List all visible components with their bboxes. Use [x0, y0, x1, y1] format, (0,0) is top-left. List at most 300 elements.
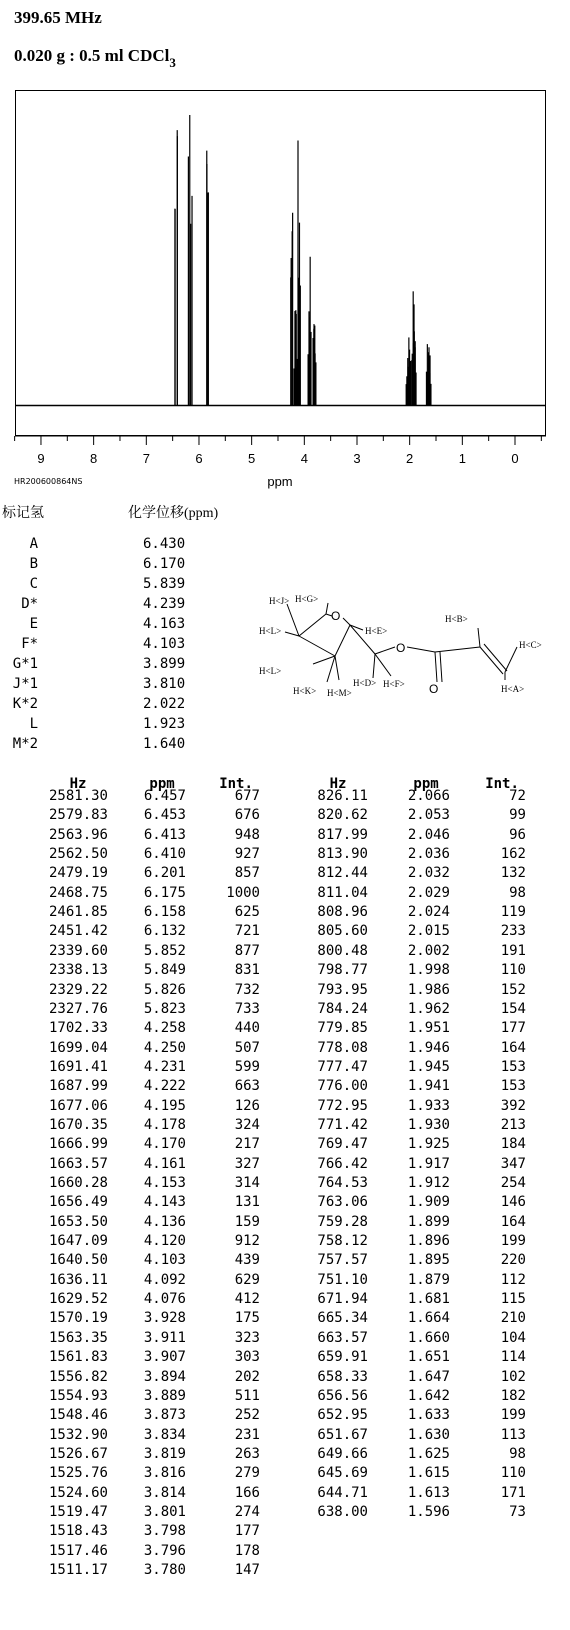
atom-label: H<E>: [365, 626, 388, 636]
intensity-value: 440: [234, 1020, 260, 1037]
hz-value: 776.00: [317, 1078, 368, 1095]
hz-value: 772.95: [317, 1097, 368, 1114]
ppm-value: 5.826: [143, 981, 186, 998]
intensity-value: 327: [234, 1155, 260, 1172]
hz-value: 659.91: [317, 1349, 368, 1366]
hz-value: 1525.76: [48, 1465, 108, 1482]
ppm-value: 1.962: [407, 1000, 450, 1017]
intensity-value: 154: [500, 1000, 526, 1017]
hz-value: 1518.43: [48, 1523, 108, 1540]
intensity-value: 676: [234, 807, 260, 824]
ppm-value: 6.201: [143, 865, 186, 882]
hz-value: 671.94: [317, 1291, 368, 1308]
atom-label: H<G>: [295, 594, 319, 604]
ppm-value: 4.170: [143, 1136, 186, 1153]
ppm-value: 6.457: [143, 788, 186, 804]
hz-value: 645.69: [317, 1465, 368, 1482]
intensity-value: 220: [500, 1252, 526, 1269]
assignment-ppm: 4.163: [143, 616, 186, 632]
assignment-ppm: 3.899: [143, 656, 186, 672]
assignment-label: E: [29, 616, 39, 632]
ppm-value: 1.660: [407, 1329, 450, 1346]
ppm-value: 6.132: [143, 923, 186, 940]
ppm-value: 3.816: [143, 1465, 186, 1482]
intensity-value: 314: [234, 1175, 260, 1191]
intensity-value: 73: [509, 1503, 526, 1520]
ppm-value: 1.909: [407, 1194, 450, 1211]
peak-table-column-header: Hz: [69, 776, 87, 792]
ppm-value: 4.153: [143, 1175, 186, 1191]
atom-label: H<L>: [259, 666, 282, 676]
peak-table-column-header: Int.: [219, 776, 253, 792]
hz-value: 793.95: [317, 981, 368, 998]
shift-column-header: 化学位移(ppm): [128, 506, 219, 521]
intensity-value: 274: [234, 1503, 260, 1520]
hz-value: 1570.19: [48, 1310, 108, 1327]
hz-value: 2329.22: [48, 981, 108, 998]
assignment-ppm: 4.103: [143, 636, 186, 652]
intensity-value: 102: [500, 1368, 526, 1385]
hz-value: 766.42: [317, 1155, 368, 1172]
hz-value: 1524.60: [48, 1484, 108, 1501]
ppm-value: 6.410: [143, 846, 186, 863]
ppm-value: 2.029: [407, 884, 450, 901]
assignment-label: L: [29, 716, 39, 732]
hz-value: 1691.41: [48, 1058, 108, 1075]
ppm-value: 1.651: [407, 1349, 450, 1366]
ppm-value: 1.945: [407, 1058, 450, 1075]
intensity-value: 115: [500, 1291, 526, 1308]
hz-value: 813.90: [317, 846, 368, 863]
hz-value: 1647.09: [48, 1233, 108, 1250]
sample-subscript: 3: [169, 55, 176, 70]
intensity-value: 733: [234, 1000, 260, 1017]
intensity-value: 217: [234, 1136, 260, 1153]
intensity-value: 629: [234, 1271, 260, 1288]
ester-oxygen-label: O: [396, 641, 406, 655]
intensity-value: 99: [509, 807, 526, 824]
intensity-value: 323: [234, 1329, 260, 1346]
hz-value: 651.67: [317, 1426, 368, 1443]
ppm-value: 1.895: [407, 1252, 450, 1269]
intensity-value: 439: [234, 1252, 260, 1269]
ppm-value: 1.879: [407, 1271, 450, 1288]
ppm-value: 4.258: [143, 1020, 186, 1037]
intensity-value: 162: [500, 846, 526, 863]
ppm-value: 3.894: [143, 1368, 186, 1385]
hz-value: 800.48: [317, 942, 368, 959]
ppm-value: 1.941: [407, 1078, 450, 1095]
spectrometer-frequency: 399.65 MHz: [14, 8, 102, 27]
hz-value: 1653.50: [48, 1213, 108, 1230]
ppm-value: 3.814: [143, 1484, 186, 1501]
x-tick-label: 2: [406, 451, 414, 466]
assignment-label: K*2: [12, 696, 39, 712]
carbonyl-oxygen-label: O: [429, 682, 439, 696]
hz-value: 1666.99: [48, 1136, 108, 1153]
hz-value: 1670.35: [48, 1116, 108, 1133]
intensity-value: 113: [500, 1426, 526, 1443]
hz-value: 805.60: [317, 923, 368, 940]
ppm-value: 4.076: [143, 1291, 186, 1308]
peak-table-column-header: Hz: [329, 776, 347, 792]
ppm-value: 6.175: [143, 884, 186, 901]
ppm-value: 1.625: [407, 1445, 450, 1462]
intensity-value: 392: [500, 1097, 526, 1114]
hz-value: 2461.85: [48, 904, 108, 921]
spectrum-id-label: HR200600864NS: [14, 477, 83, 486]
hz-value: 1702.33: [48, 1020, 108, 1037]
intensity-value: 213: [500, 1116, 526, 1133]
x-tick-label: 3: [353, 451, 361, 466]
assignment-ppm: 5.839: [143, 576, 186, 592]
hz-value: 1699.04: [48, 1039, 108, 1056]
ppm-value: 5.849: [143, 962, 186, 979]
assignment-label: M*2: [12, 736, 39, 752]
hz-value: 1526.67: [48, 1445, 108, 1462]
intensity-value: 126: [234, 1097, 260, 1114]
ppm-value: 3.907: [143, 1349, 186, 1366]
intensity-value: 119: [500, 904, 526, 921]
x-tick-label: 8: [90, 451, 98, 466]
ppm-value: 1.630: [407, 1426, 450, 1443]
x-tick-label: 6: [195, 451, 203, 466]
assignment-label: B: [29, 556, 39, 572]
hz-value: 1660.28: [48, 1175, 108, 1191]
x-axis-ticks: [15, 436, 542, 466]
ppm-value: 3.796: [143, 1542, 186, 1559]
atom-label: H<F>: [383, 679, 405, 689]
intensity-value: 152: [500, 981, 526, 998]
intensity-value: 112: [500, 1271, 526, 1288]
ppm-value: 3.798: [143, 1523, 186, 1540]
intensity-value: 146: [500, 1194, 526, 1211]
ppm-value: 5.823: [143, 1000, 186, 1017]
ppm-value: 1.925: [407, 1136, 450, 1153]
assignment-label: J*1: [12, 676, 39, 692]
intensity-value: 202: [234, 1368, 260, 1385]
ppm-value: 1.633: [407, 1407, 450, 1424]
ppm-value: 3.889: [143, 1387, 186, 1404]
intensity-value: 175: [234, 1310, 260, 1327]
intensity-value: 104: [500, 1329, 526, 1346]
intensity-value: 599: [234, 1058, 260, 1075]
hz-value: 764.53: [317, 1175, 368, 1191]
hz-value: 658.33: [317, 1368, 368, 1385]
assignment-label: G*1: [12, 656, 39, 672]
intensity-value: 184: [500, 1136, 526, 1153]
intensity-value: 1000: [226, 884, 260, 901]
intensity-value: 153: [500, 1058, 526, 1075]
hz-value: 2579.83: [48, 807, 108, 824]
ppm-value: 1.899: [407, 1213, 450, 1230]
atom-label: H<B>: [445, 614, 468, 624]
x-tick-label: 4: [300, 451, 308, 466]
hz-value: 777.47: [317, 1058, 368, 1075]
ppm-value: 1.998: [407, 962, 450, 979]
intensity-value: 182: [500, 1387, 526, 1404]
ppm-value: 3.928: [143, 1310, 186, 1327]
intensity-value: 72: [509, 788, 526, 804]
hz-value: 758.12: [317, 1233, 368, 1250]
hz-value: 1636.11: [48, 1271, 108, 1288]
atom-label: H<M>: [327, 688, 352, 698]
ppm-value: 1.642: [407, 1387, 450, 1404]
intensity-value: 254: [500, 1175, 526, 1191]
ppm-value: 4.195: [143, 1097, 186, 1114]
intensity-value: 98: [509, 1445, 526, 1462]
hz-value: 1656.49: [48, 1194, 108, 1211]
intensity-value: 96: [509, 826, 526, 843]
intensity-value: 231: [234, 1426, 260, 1443]
plot-frame: [16, 91, 546, 436]
intensity-value: 210: [500, 1310, 526, 1327]
ppm-value: 4.143: [143, 1194, 186, 1211]
hz-value: 2581.30: [48, 788, 108, 804]
hz-value: 1640.50: [48, 1252, 108, 1269]
molecule-structure: [255, 592, 555, 712]
hz-value: 817.99: [317, 826, 368, 843]
intensity-value: 347: [500, 1155, 526, 1172]
ppm-value: 3.873: [143, 1407, 186, 1424]
intensity-value: 164: [500, 1213, 526, 1230]
hz-value: 812.44: [317, 865, 368, 882]
hz-value: 826.11: [317, 788, 368, 804]
atom-label: H<J>: [269, 596, 290, 606]
ppm-value: 1.613: [407, 1484, 450, 1501]
ppm-value: 1.596: [407, 1503, 450, 1520]
hz-value: 665.34: [317, 1310, 368, 1327]
intensity-value: 324: [234, 1116, 260, 1133]
ppm-value: 3.819: [143, 1445, 186, 1462]
assignment-ppm: 6.170: [143, 556, 186, 572]
ppm-value: 1.933: [407, 1097, 450, 1114]
intensity-value: 171: [500, 1484, 526, 1501]
ppm-value: 3.801: [143, 1503, 186, 1520]
assignment-ppm: 1.640: [143, 736, 186, 752]
ppm-value: 2.066: [407, 788, 450, 804]
intensity-value: 153: [500, 1078, 526, 1095]
x-axis-label: ppm: [267, 474, 293, 489]
ppm-value: 2.032: [407, 865, 450, 882]
ppm-value: 6.413: [143, 826, 186, 843]
hz-value: 2479.19: [48, 865, 108, 882]
hz-value: 2451.42: [48, 923, 108, 940]
hz-value: 2327.76: [48, 1000, 108, 1017]
assignment-label: D*: [21, 596, 39, 612]
peak-table-column-header: ppm: [413, 776, 439, 792]
intensity-value: 511: [234, 1387, 260, 1404]
ppm-value: 1.951: [407, 1020, 450, 1037]
hz-value: 759.28: [317, 1213, 368, 1230]
hz-value: 1519.47: [48, 1503, 108, 1520]
hz-value: 2563.96: [48, 826, 108, 843]
intensity-value: 132: [500, 865, 526, 882]
ppm-value: 2.024: [407, 904, 450, 921]
intensity-value: 948: [234, 826, 260, 843]
ppm-value: 4.092: [143, 1271, 186, 1288]
ppm-value: 4.136: [143, 1213, 186, 1230]
intensity-value: 159: [234, 1213, 260, 1230]
ppm-value: 1.986: [407, 981, 450, 998]
hz-value: 2468.75: [48, 884, 108, 901]
hz-value: 771.42: [317, 1116, 368, 1133]
intensity-value: 177: [500, 1020, 526, 1037]
hz-value: 656.56: [317, 1387, 368, 1404]
intensity-value: 110: [500, 962, 526, 979]
ppm-value: 2.015: [407, 923, 450, 940]
hz-value: 751.10: [317, 1271, 368, 1288]
ppm-value: 1.647: [407, 1368, 450, 1385]
ppm-value: 4.231: [143, 1058, 186, 1075]
ppm-value: 2.036: [407, 846, 450, 863]
intensity-value: 233: [500, 923, 526, 940]
hz-value: 779.85: [317, 1020, 368, 1037]
intensity-value: 877: [234, 942, 260, 959]
hz-value: 663.57: [317, 1329, 368, 1346]
ppm-value: 1.896: [407, 1233, 450, 1250]
hz-value: 2339.60: [48, 942, 108, 959]
ppm-value: 2.002: [407, 942, 450, 959]
x-tick-label: 7: [142, 451, 150, 466]
ppm-value: 6.453: [143, 807, 186, 824]
intensity-value: 507: [234, 1039, 260, 1056]
ppm-value: 3.911: [143, 1329, 186, 1346]
atom-label: H<C>: [519, 640, 542, 650]
hz-value: 1517.46: [48, 1542, 108, 1559]
intensity-value: 732: [234, 981, 260, 998]
intensity-value: 625: [234, 904, 260, 921]
intensity-value: 98: [509, 884, 526, 901]
intensity-value: 177: [234, 1523, 260, 1540]
intensity-value: 199: [500, 1407, 526, 1424]
intensity-value: 412: [234, 1291, 260, 1308]
intensity-value: 279: [234, 1465, 260, 1482]
sample-concentration: [14, 46, 176, 70]
hz-value: 644.71: [317, 1484, 368, 1501]
assignment-ppm: 6.430: [143, 536, 186, 552]
ring-oxygen-label: O: [331, 609, 341, 623]
intensity-value: 303: [234, 1349, 260, 1366]
intensity-value: 178: [234, 1542, 260, 1559]
intensity-value: 114: [500, 1349, 526, 1366]
x-tick-label: 0: [511, 451, 519, 466]
hz-value: 1511.17: [48, 1562, 108, 1578]
intensity-value: 263: [234, 1445, 260, 1462]
hz-value: 784.24: [317, 1000, 368, 1017]
label-column-header: 标记氢: [2, 506, 44, 521]
ppm-value: 1.615: [407, 1465, 450, 1482]
assignment-label: C: [29, 576, 39, 592]
ppm-value: 4.103: [143, 1252, 186, 1269]
ppm-value: 4.161: [143, 1155, 186, 1172]
assignment-label: F*: [21, 636, 39, 652]
intensity-value: 721: [234, 923, 260, 940]
x-tick-label: 9: [37, 451, 45, 466]
intensity-value: 857: [234, 865, 260, 882]
ppm-value: 3.780: [143, 1562, 186, 1578]
intensity-value: 131: [234, 1194, 260, 1211]
atom-label: H<K>: [293, 686, 317, 696]
hz-value: 1563.35: [48, 1329, 108, 1346]
ppm-value: 4.178: [143, 1116, 186, 1133]
x-tick-label: 5: [248, 451, 256, 466]
hz-value: 1687.99: [48, 1078, 108, 1095]
hz-value: 1532.90: [48, 1426, 108, 1443]
peak-table-column-header: Int.: [485, 776, 519, 792]
atom-label: H<L>: [259, 626, 282, 636]
ppm-value: 1.681: [407, 1291, 450, 1308]
assignment-ppm: 1.923: [143, 716, 186, 732]
hz-value: 1677.06: [48, 1097, 108, 1114]
hz-value: 808.96: [317, 904, 368, 921]
hz-value: 1629.52: [48, 1291, 108, 1308]
ppm-value: 2.053: [407, 807, 450, 824]
hz-value: 798.77: [317, 962, 368, 979]
hz-value: 1554.93: [48, 1387, 108, 1404]
ppm-value: 3.834: [143, 1426, 186, 1443]
ppm-value: 1.664: [407, 1310, 450, 1327]
hz-value: 649.66: [317, 1445, 368, 1462]
intensity-value: 663: [234, 1078, 260, 1095]
ppm-value: 6.158: [143, 904, 186, 921]
intensity-value: 164: [500, 1039, 526, 1056]
x-tick-label: 1: [458, 451, 466, 466]
intensity-value: 110: [500, 1465, 526, 1482]
intensity-value: 147: [234, 1562, 260, 1578]
hz-value: 811.04: [317, 884, 368, 901]
intensity-value: 927: [234, 846, 260, 863]
ppm-value: 4.250: [143, 1039, 186, 1056]
ppm-value: 1.917: [407, 1155, 450, 1172]
hz-value: 1556.82: [48, 1368, 108, 1385]
atom-label: H<A>: [501, 684, 525, 694]
hz-value: 1548.46: [48, 1407, 108, 1424]
hz-value: 1663.57: [48, 1155, 108, 1172]
intensity-value: 199: [500, 1233, 526, 1250]
ppm-value: 1.912: [407, 1175, 450, 1191]
peak-lines: [175, 115, 431, 405]
assignment-ppm: 4.239: [143, 596, 186, 612]
hz-value: 1561.83: [48, 1349, 108, 1366]
intensity-value: 677: [234, 788, 260, 804]
ppm-value: 4.120: [143, 1233, 186, 1250]
ppm-value: 2.046: [407, 826, 450, 843]
intensity-value: 166: [234, 1484, 260, 1501]
intensity-value: 912: [234, 1233, 260, 1250]
hz-value: 763.06: [317, 1194, 368, 1211]
hz-value: 778.08: [317, 1039, 368, 1056]
ppm-value: 1.946: [407, 1039, 450, 1056]
nmr-spectrum-chart: [0, 85, 570, 490]
hz-value: 2338.13: [48, 962, 108, 979]
assignment-ppm: 3.810: [143, 676, 186, 692]
intensity-value: 191: [500, 942, 526, 959]
ppm-value: 4.222: [143, 1078, 186, 1095]
assignment-ppm: 2.022: [143, 696, 186, 712]
hz-value: 2562.50: [48, 846, 108, 863]
hz-value: 757.57: [317, 1252, 368, 1269]
sample-text: 0.020 g : 0.5 ml CDCl: [14, 46, 170, 65]
atom-label: H<D>: [353, 678, 377, 688]
hz-value: 769.47: [317, 1136, 368, 1153]
intensity-value: 831: [234, 962, 260, 979]
ppm-value: 1.930: [407, 1116, 450, 1133]
peak-table-column-header: ppm: [149, 776, 175, 792]
hz-value: 820.62: [317, 807, 368, 824]
intensity-value: 252: [234, 1407, 260, 1424]
hz-value: 652.95: [317, 1407, 368, 1424]
